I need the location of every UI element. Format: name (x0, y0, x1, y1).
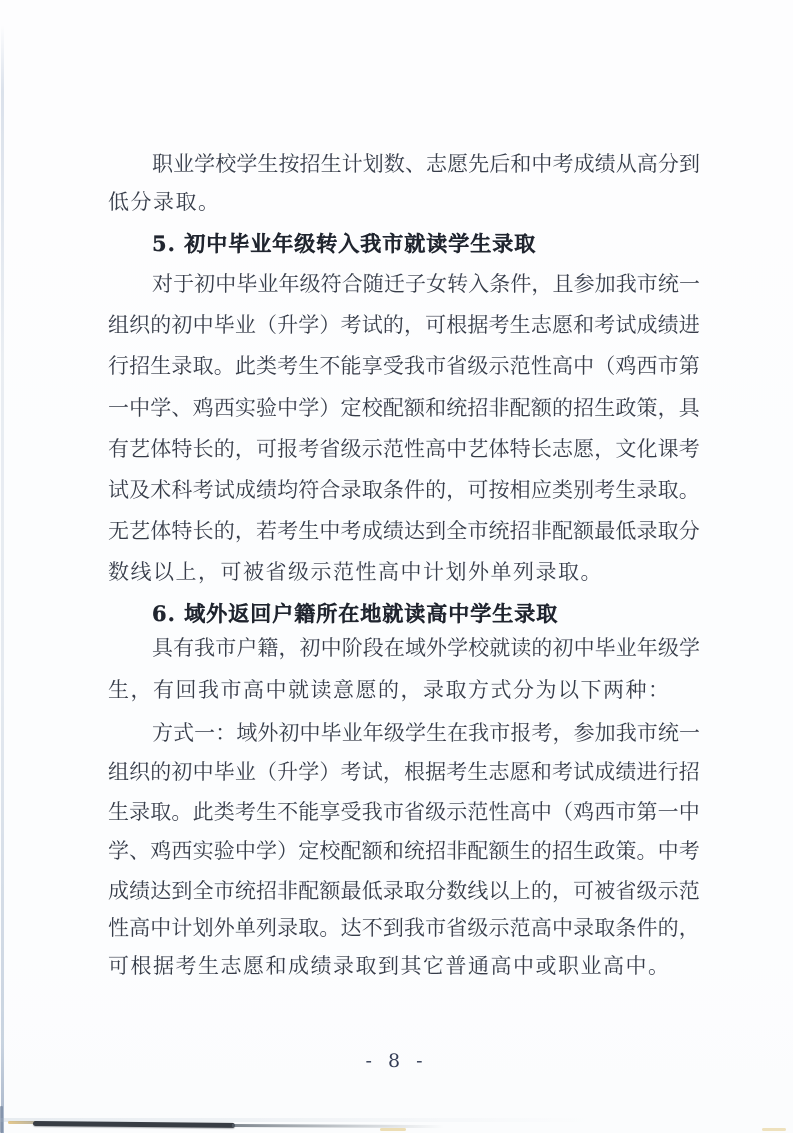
body-text-line: 行 招 生 录 取 。 此 类 考 生 不 能 享 受 我 市 省 级 示 范 性 高 中 （ 鸡 西 市 第 (108, 354, 700, 378)
body-text-line: 对 于 初 中 毕 业 年 级 符 合 随 迁 子 女 转 入 条 件 ， 且 参 加 我 市 统 一 (152, 272, 700, 296)
body-text-line: 生，有回我市高中就读意愿的，录取方式分为以下两种： (108, 678, 671, 702)
body-text-line: 试 及 术 科 考 试 成 绩 均 符 合 录 取 条 件 的 ， 可 按 相 应 类 别 考 生 录 取 。 (108, 478, 700, 502)
scan-smudge-artifact (762, 1128, 786, 1131)
body-text-line: 组 织 的 初 中 毕 业 （ 升 学 ） 考 试 的 ， 可 根 据 考 生 志 愿 和 考 试 成 绩 进 (108, 313, 700, 337)
body-text-line: 无 艺 体 特 长 的 ， 若 考 生 中 考 成 绩 达 到 全 市 统 招 非 配 额 最 低 录 取 分 (108, 519, 700, 543)
body-text-line: 学 、 鸡 西 实 验 中 学 ） 定 校 配 额 和 统 招 非 配 额 生 的 招 生 政 策 。 中 考 (108, 839, 700, 863)
body-text-line: 组 织 的 初 中 毕 业 （ 升 学 ） 考 试 ， 根 据 考 生 志 愿 和 考 试 成 绩 进 行 招 (108, 760, 700, 784)
section-heading: 6. 域外返回户籍所在地就读高中学生录取 (152, 601, 559, 626)
body-text-line: 成 绩 达 到 全 市 统 招 非 配 额 最 低 录 取 分 数 线 以 上 的 ， 可 被 省 级 示 范 (108, 879, 700, 903)
body-text-line: 性 高 中 计 划 外 单 列 录 取 。 达 不 到 我 市 省 级 示 范 高 中 录 取 条 件 的 ， (108, 916, 700, 940)
section-heading: 5. 初中毕业年级转入我市就读学生录取 (152, 231, 537, 256)
body-text-line: 数线以上，可被省级示范性高中计划外单列录取。 (108, 560, 603, 584)
body-text-line: 职 业 学 校 学 生 按 招 生 计 划 数 、 志 愿 先 后 和 中 考 成 绩 从 高 分 到 (152, 152, 700, 176)
body-text-line: 生 录 取 。 此 类 考 生 不 能 享 受 我 市 省 级 示 范 性 高 中 （ 鸡 西 市 第 一 中 (108, 800, 700, 824)
scan-smudge-artifact (380, 1128, 406, 1131)
body-text-line: 可根据考生志愿和成绩录取到其它普通高中或职业高中。 (108, 954, 671, 978)
body-text-line: 有 艺 体 特 长 的 ， 可 报 考 省 级 示 范 性 高 中 艺 体 特 长 志 愿 ， 文 化 课 考 (108, 437, 700, 461)
body-text-line: 一 中 学 、 鸡 西 实 验 中 学 ） 定 校 配 额 和 统 招 非 配 额 的 招 生 政 策 ， 具 (108, 396, 700, 420)
body-text-line: 具 有 我 市 户 籍 ， 初 中 阶 段 在 域 外 学 校 就 读 的 初 中 毕 业 年 级 学 (152, 636, 700, 660)
page-number: - 8 - (365, 1050, 428, 1072)
body-text-line: 方 式 一 ： 域 外 初 中 毕 业 年 级 学 生 在 我 市 报 考 ， 参 加 我 市 统 一 (152, 721, 700, 745)
body-text-line: 低分录取。 (108, 190, 221, 214)
